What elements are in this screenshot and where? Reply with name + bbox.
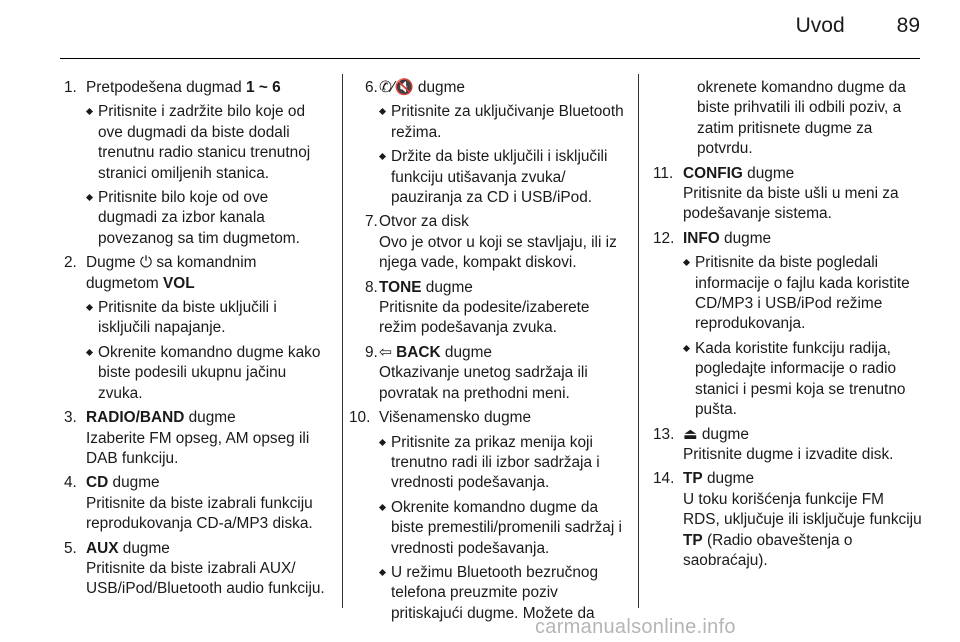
watermark: carmanualsonline.info: [535, 616, 736, 638]
back-arrow-icon: ⇦: [379, 343, 392, 361]
page-header: [796, 14, 920, 38]
bullet: Pritisnite za uključivanje Bluetooth režima.: [379, 102, 627, 143]
list-item: 8. TONE dugme Pritisnite da podesite/izaberete režim podešavanja zvuka.: [365, 278, 590, 337]
column-3: [653, 78, 923, 575]
header-rule: [60, 58, 920, 59]
section-title: Uvod: [795, 14, 845, 37]
list-item: 7. Otvor za disk Ovo je otvor u koji se stavljaju, ili iz njega vade, kompakt diskovi.: [365, 213, 617, 272]
eject-icon: ⏏: [683, 425, 698, 443]
list-item: 1. Pretpodešena dugmad 1 ~ 6 Pritisnite i zadržite bilo koje od ove dugmadi da biste dodali trenutnu radio stanicu trenutnoj stranici omiljenih stanica. Pritisnite bilo koje od ove dugmadi za izbor kanala povezanog sa tim dugmetom.: [64, 78, 330, 249]
bullet: Držite da biste uključili i isključili funkciju utišavanja zvuka/ pauziranja za CD i USB/iPod.: [379, 147, 627, 208]
list-item: 14. TP dugme U toku korišćenja funkcije FM RDS, uključuje ili isključuje funkciju TP (Radio obaveštenja o saobraćaju).: [653, 470, 922, 569]
list-item: 5. AUX dugme Pritisnite da biste izabrali AUX/ USB/iPod/Bluetooth audio funkciju.: [64, 539, 325, 598]
column-2: [349, 78, 627, 628]
list-item: 4. CD dugme Pritisnite da biste izabrali funkciju reprodukovanja CD-a/MP3 diska.: [64, 474, 313, 533]
power-icon: ⏻: [139, 254, 153, 272]
list-item: 12. INFO dugme Pritisnite da biste pogledali informacije o fajlu kada koristite CD/MP3 i USB/iPod režime reprodukovanja. Kada koristite funkciju radija, pogledajte informacije o radio stanici i pesmi koja se trenutno pušta.: [653, 229, 923, 421]
bullet: Pritisnite da biste pogledali informacije o fajlu kada koristite CD/MP3 i USB/iPod režime reprodukovanja.: [683, 253, 923, 335]
bullet: Pritisnite da biste uključili i isključili napajanje.: [86, 298, 330, 339]
list-item: 13. ⏏ dugme Pritisnite dugme i izvadite disk.: [653, 425, 894, 463]
bullet: Okrenite komandno dugme kako biste podesili ukupnu jačinu zvuka.: [86, 343, 330, 404]
bullet: Pritisnite i zadržite bilo koje od ove dugmadi da biste dodali trenutnu radio stanicu trenutnoj stranici omiljenih stanica.: [86, 102, 330, 184]
page-number: 89: [896, 14, 920, 37]
column-1: [64, 78, 330, 604]
bullet: Pritisnite za prikaz menija koji trenutno radi ili izbor sadržaja i vrednosti podešavanja.: [379, 433, 627, 494]
list-item-continued: okrenete komandno dugme da biste prihvatili ili odbili poziv, a zatim pritisnete dugme za potvrdu.: [697, 79, 906, 158]
list-item: 9. ⇦ BACK dugme Otkazivanje unetog sadržaja ili povratak na prethodni meni.: [365, 343, 588, 402]
column-divider: [638, 74, 639, 608]
bullet: Kada koristite funkciju radija, pogledajte informacije o radio stanici i pesmi koja se trenutno pušta.: [683, 339, 923, 421]
list-item: 3. RADIO/BAND dugme Izaberite FM opseg, AM opseg ili DAB funkciju.: [64, 409, 310, 467]
bullet: Pritisnite bilo koje od ove dugmadi za izbor kanala povezanog sa tim dugmetom.: [86, 188, 330, 249]
list-item: 10. Višenamensko dugme Pritisnite za prikaz menija koji trenutno radi ili izbor sadržaja i vrednosti podešavanja. Okrenite komandno dugme da biste premestili/promenili sadržaj i vrednosti podešavanja. U režimu Bluetooth bezručnog telefona preuzmite poziv pritiskajući dugme. Možete da: [357, 408, 627, 624]
list-item: 2. Dugme ⏻ sa komandnim dugmetom VOL Pritisnite da biste uključili i isključili napajanje. Okrenite komandno dugme kako biste podesili ukupnu jačinu zvuka.: [64, 253, 330, 404]
bullet: U režimu Bluetooth bezručnog telefona preuzmite poziv pritiskajući dugme. Možete da: [379, 563, 627, 624]
phone-mute-icon: ✆⁄🔇: [379, 79, 414, 96]
column-divider: [342, 74, 343, 608]
list-item: 6. ✆⁄🔇 dugme Pritisnite za uključivanje Bluetooth režima. Držite da biste uključili i isključili funkciju utišavanja zvuka/ pauziranja za CD i USB/iPod.: [357, 78, 627, 208]
list-item: 11. CONFIG dugme Pritisnite da biste ušli u meni za podešavanje sistema.: [653, 164, 899, 223]
bullet: Okrenite komandno dugme da biste premestili/promenili sadržaj i vrednosti podešavanja.: [379, 498, 627, 559]
